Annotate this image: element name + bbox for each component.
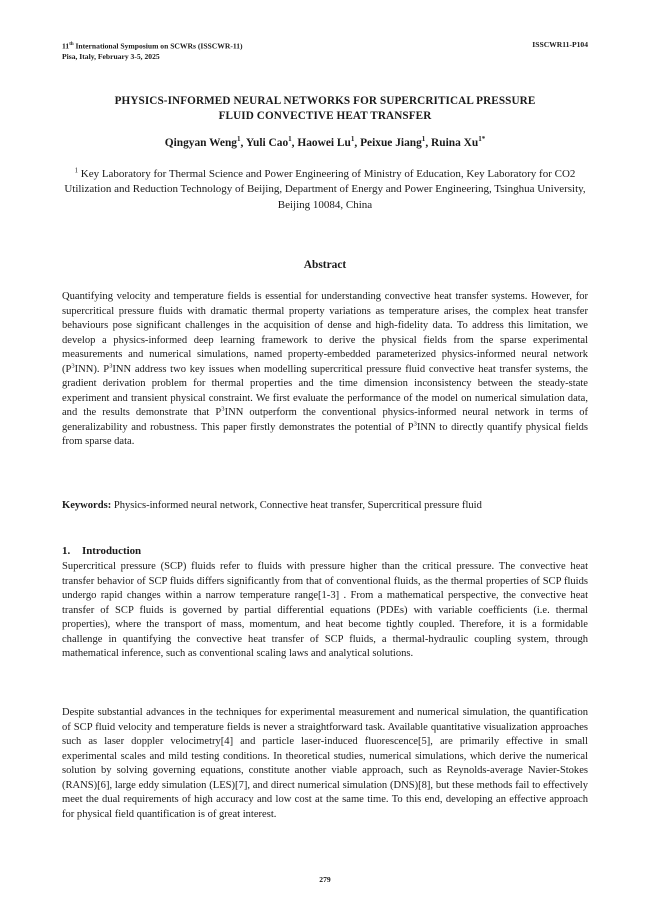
keywords-label: Keywords:	[62, 500, 112, 511]
author-list: Qingyan Weng$^1$, Yuli Cao$^1$, Haowei Lu$^1$, Peixue Jiang$^1$, Ruina $Xu^{1*}$	[164, 135, 486, 149]
author-affiliation-mark: 1*	[478, 135, 486, 144]
author-affiliation-mark: 1	[350, 135, 355, 144]
introduction-paragraph-1: Supercritical pressure (SCP) fluids refer to fluids with pressure higher than the critical pressure. The convective heat transfer behavior of SCP fluids differs significantly from that of conventional fluids, as the thermal properties of SCP fluids undergo rapid changes within a narrow temperature range[1-3] . From a mathematical perspective, the convective heat transfer of SCP fluids is governed by partial differential equations (PDEs) with variable coefficients (i.e. thermal properties), where the transport of mass, momentum, and heat become tightly coupled. Therefore, it is a formidable challenge in quantifying the convective heat transfer of SCP fluids, a thermal-hydraulic coupling system, through mathematical inference, such as conventional scaling laws and analytical solutions.	[62, 561, 588, 659]
keywords-text: Physics-informed neural network, Connective heat transfer, Supercritical pressure fluid	[111, 500, 482, 511]
affiliation-text: Key Laboratory for Thermal Science and Power Engineering of Ministry of Education, Key Laboratory for CO2 Utilization and Reduction Technology of Beijing, Department of Energy and Power Engineering, Tsinghua University, Beijing 10084, China	[64, 168, 586, 211]
conference-location-date: Pisa, Italy, February 3-5, 2025	[62, 51, 160, 61]
conference-name: 11th International Symposium on SCWRs (ISSCWR-11)	[62, 41, 243, 51]
title-line-1: PHYSICS-INFORMED NEURAL NETWORKS FOR SUPERCRITICAL PRESSURE	[114, 95, 536, 107]
paper-id: ISSCWR11-P104	[532, 40, 588, 49]
title-line-2: FLUID CONVECTIVE HEAT TRANSFER	[218, 110, 432, 122]
paper-title	[62, 94, 588, 124]
introduction-paragraph-2: Despite substantial advances in the techniques for experimental measurement and numerical simulation, the quantification of SCP fluid velocity and temperature fields is never a straightforward task. Available quantitative visualization approaches such as laser doppler velocimetry[4] and particle laser-induced fluorescence[5], are primarily effective in small experimental scales and mild testing conditions. In theoretical studies, numerical simulations, which derive the numerical solution by solving governing equations, constitute another viable approach, such as Reynolds-average Navier-Stokes (RANS)[6], large eddy simulation (LES)[7], and direct numerical simulation (DNS)[8], but these methods fail to effectively meet the dual requirements of high accuracy and low cost at the same time. To this end, developing an effective approach for physical field quantification is of great interest.	[62, 707, 588, 820]
conference-info	[62, 40, 243, 62]
abstract-body: Quantifying velocity and temperature fields is essential for understanding convective heat transfer systems. However, for supercritical pressure fluids with dramatic thermal property variations as temperature arises, the complex heat transfer behaviours pose significant challenges in the acquisition of dense and high-fidelity data. To address this limitation, we develop a physics-informed deep learning framework to derive the physical fields from the sparse experimental measurements and numerical simulations, named property-embedded parameterized physics-informed neural network $(P^3INN)$. $P^3INN$ address two key issues when modelling supercritical pressure fluid convective heat transfer systems, the gradient derivation problem for thermal properties and the time dimension inconsistency between the steady-state experiment and transient physical constraint. We first evaluate the performance of the model on numerical simulation data, and the results demonstrate that $P^3INN$ outperform the conventional physics-informed neural network in terms of generalizability and robustness. This paper firstly demonstrates the potential of $P^3INN$ to directly quantify physical fields from sparse data.	[62, 291, 589, 447]
author-name: Qingyan Weng	[164, 137, 238, 149]
author-name: Ruina Xu	[431, 137, 479, 149]
author-affiliation-mark: 1	[237, 135, 241, 144]
affiliation-mark: 1	[74, 167, 78, 175]
author-name: Peixue Jiang	[360, 137, 422, 149]
section-number: 1.	[62, 545, 71, 557]
author-affiliation-mark: 1	[288, 135, 292, 144]
keywords	[62, 499, 588, 514]
section-title: Introduction	[82, 545, 142, 557]
page-number: 279	[319, 875, 331, 884]
author-name: Haowei Lu	[297, 137, 351, 149]
affiliation	[62, 167, 588, 213]
section-heading-introduction	[62, 545, 141, 557]
author-name: Yuli Cao	[245, 137, 289, 149]
author-affiliation-mark: 1	[421, 135, 426, 144]
abstract-heading: Abstract	[303, 259, 347, 271]
